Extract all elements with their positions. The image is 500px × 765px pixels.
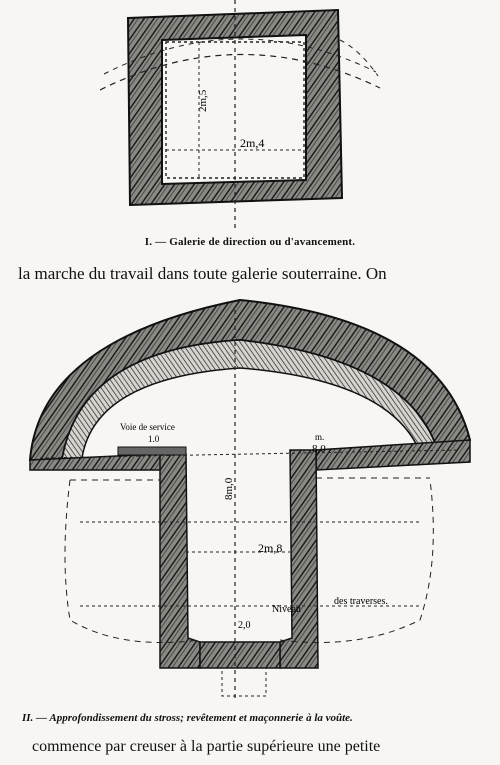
- fig1-width-label: 2m,4: [240, 136, 265, 150]
- fig2-height-label: 8m,0: [223, 477, 235, 500]
- figure1-caption: I. — Galerie de direction ou d'avancement.: [144, 236, 356, 248]
- figure-gallery-direction: [0, 0, 500, 235]
- body-text-line-1: la marche du travail dans toute galerie souterraine. On: [18, 264, 387, 283]
- fig2-width-label: 2m,8: [258, 541, 283, 555]
- stross-left-wall: [160, 454, 200, 668]
- body-text-line-2: commence par creuser à la partie supérieure une petite: [32, 738, 381, 755]
- stross-right-wall: [280, 450, 318, 668]
- fig2-bottom-label: 2,0: [238, 620, 251, 631]
- fig2-niveau-1: Niveau: [272, 604, 301, 615]
- figure2-caption: II. — Approfondissement du stross; revêtement et maçonnerie à la voûte.: [22, 712, 353, 724]
- fig1-height-label: 2m,5: [197, 89, 209, 112]
- fig2-voie-label: Voie de service: [120, 422, 175, 432]
- figure-stross: [0, 292, 500, 702]
- fig2-voie-width: 1.0: [148, 434, 160, 444]
- fig2-niveau-2: des traverses.: [334, 596, 388, 607]
- fig2-span-unit: m.: [315, 432, 325, 442]
- fig2-span-label: 8,0: [312, 443, 326, 455]
- vault-rock: [30, 300, 470, 460]
